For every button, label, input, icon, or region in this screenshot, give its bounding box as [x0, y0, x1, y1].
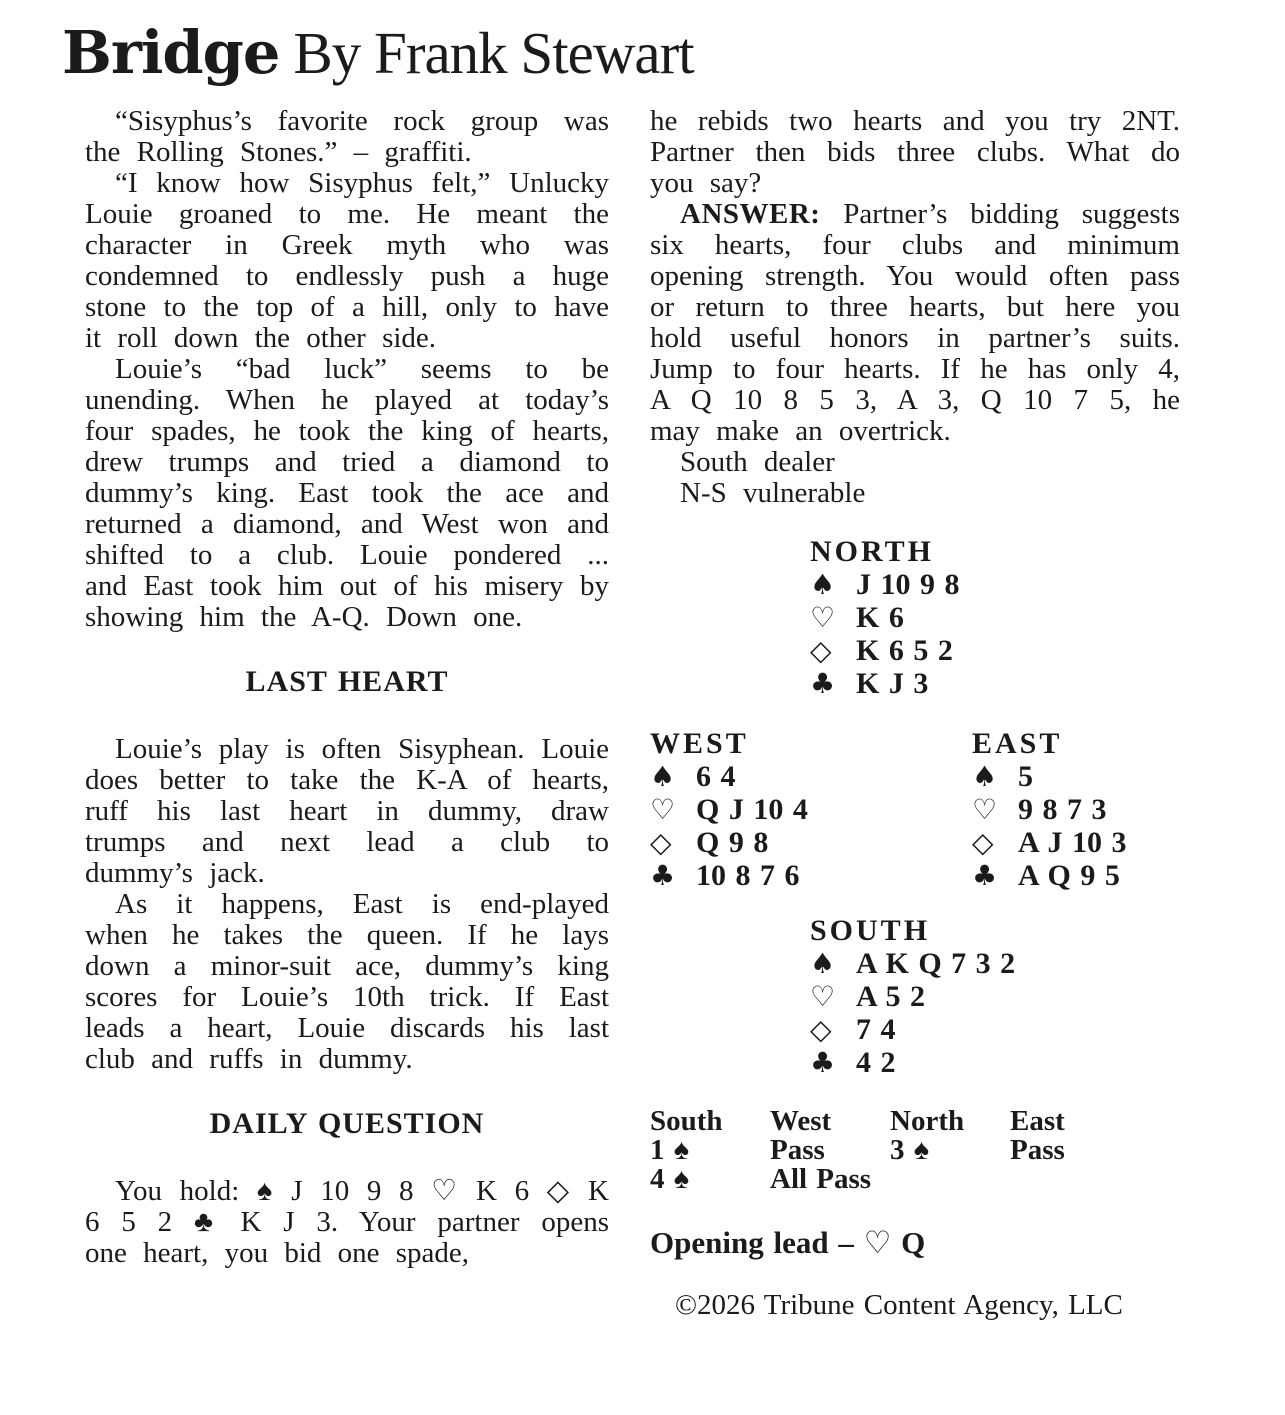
bid-round1-west: Pass — [770, 1134, 825, 1166]
spade-icon: ♠ — [650, 760, 676, 793]
north-diamonds-row — [810, 634, 1180, 667]
masthead — [62, 18, 694, 88]
left-column — [85, 106, 609, 1269]
heart-icon: ♡ — [810, 980, 836, 1013]
hand-north-label: NORTH — [810, 535, 934, 568]
east-hearts-row — [972, 793, 1127, 826]
bidding-header-west: West — [770, 1105, 832, 1137]
north-club-cards: K J 3 — [856, 667, 929, 700]
hand-south-label: SOUTH — [810, 914, 931, 947]
spade-icon: ♠ — [972, 760, 998, 793]
club-icon: ♣ — [650, 859, 676, 892]
hand-west-label: WEST — [650, 727, 749, 760]
west-diamond-cards: Q 9 8 — [696, 826, 769, 859]
column-byline: By Frank Stewart — [293, 20, 694, 86]
bidding-header-south: South — [650, 1105, 723, 1137]
paragraph-graffiti-quote: “Sisyphus’s favorite rock group was the Rolling Stones.” – graffiti. — [85, 105, 609, 168]
club-icon: ♣ — [810, 1046, 836, 1079]
hand-north — [810, 535, 1180, 700]
bidding-header-east: East — [1010, 1105, 1065, 1137]
hand-east — [972, 727, 1127, 892]
paragraph-you-hold: You hold: ♠ J 10 9 8 ♡ K 6 ◇ K 6 5 2 ♣ K J 3. Your partner opens one heart, you bid one spade, — [85, 1175, 609, 1269]
diamond-icon: ◇ — [972, 826, 994, 859]
club-icon: ♣ — [972, 859, 998, 892]
paragraph-louie-intro: “I know how Sisyphus felt,” Unlucky Louie groaned to me. He meant the character in Greek myth who was condemned to endlessly push a huge stone to the top of a hill, only to have it roll down the other side. — [85, 167, 609, 354]
west-east-row — [650, 727, 1180, 892]
bidding-header-north: North — [890, 1105, 965, 1137]
copyright-line: ©2026 Tribune Content Agency, LLC — [675, 1289, 1123, 1321]
bid-round1-south: 1 ♠ — [650, 1134, 690, 1166]
north-hearts-row — [810, 601, 1180, 634]
bid-round1-north: 3 ♠ — [890, 1134, 930, 1166]
south-clubs-row — [810, 1046, 1180, 1079]
south-diamonds-row — [810, 1013, 1180, 1046]
east-diamond-cards: A J 10 3 — [1018, 826, 1127, 859]
bid-round1-east: Pass — [1010, 1134, 1065, 1166]
bid-round2-north — [890, 1165, 1010, 1194]
south-hearts-row — [810, 980, 1180, 1013]
south-heart-cards: A 5 2 — [856, 980, 926, 1013]
spade-icon: ♠ — [810, 947, 836, 980]
diamond-icon: ◇ — [810, 1013, 832, 1046]
club-icon: ♣ — [810, 667, 836, 700]
hand-west — [650, 727, 972, 892]
east-heart-cards: 9 8 7 3 — [1018, 793, 1107, 826]
heart-icon: ♡ — [650, 793, 676, 826]
column-title: Bridge — [62, 18, 280, 87]
bid-round2-west: All Pass — [770, 1163, 872, 1195]
west-spades-row — [650, 760, 972, 793]
west-hearts-row — [650, 793, 972, 826]
south-spades-row — [810, 947, 1180, 980]
answer-label: ANSWER: — [680, 198, 821, 230]
diamond-icon: ◇ — [650, 826, 672, 859]
paragraph-deal-story: Louie’s “bad luck” seems to be unending. When he played at today’s four spades, he took the king of hearts, drew trumps and tried a diamond to dummy’s king. East took the ace and returned a diamond, and West won and shifted to a club. Louie pondered ... and East took him out of his misery by showing him the A-Q. Down one. — [85, 353, 609, 633]
heart-icon: ♡ — [972, 793, 998, 826]
paragraph-endplay: As it happens, East is end-played when he takes the queen. If he lays down a minor-suit ace, dummy’s king scores for Louie’s 10th trick. If East leads a heart, Louie discards his last club and ruffs in dummy. — [85, 888, 609, 1075]
east-diamonds-row — [972, 826, 1127, 859]
south-club-cards: 4 2 — [856, 1046, 896, 1079]
north-diamond-cards: K 6 5 2 — [856, 634, 953, 667]
bid-round2-east — [1010, 1165, 1180, 1194]
south-spade-cards: A K Q 7 3 2 — [856, 947, 1016, 980]
paragraph-question-continued: he rebids two hearts and you try 2NT. Partner then bids three clubs. What do you say? — [650, 105, 1180, 199]
spade-icon: ♠ — [810, 568, 836, 601]
vulnerability-line: N-S vulnerable — [680, 477, 866, 509]
opening-lead — [650, 1226, 1180, 1259]
west-diamonds-row — [650, 826, 972, 859]
right-column — [650, 106, 1180, 1322]
north-spade-cards: J 10 9 8 — [856, 568, 960, 601]
north-clubs-row — [810, 667, 1180, 700]
west-heart-cards: Q J 10 4 — [696, 793, 808, 826]
east-spades-row — [972, 760, 1127, 793]
section-heading-last-heart: LAST HEART — [245, 665, 449, 698]
diamond-icon: ◇ — [810, 634, 832, 667]
hand-east-label: EAST — [972, 727, 1063, 760]
north-heart-cards: K 6 — [856, 601, 904, 634]
deal-diagram — [650, 535, 1180, 1322]
paragraph-answer — [650, 199, 1180, 447]
south-diamond-cards: 7 4 — [856, 1013, 896, 1046]
east-spade-cards: 5 — [1018, 760, 1033, 793]
east-club-cards: A Q 9 5 — [1018, 859, 1120, 892]
opening-lead-text: Opening lead – ♡ Q — [650, 1225, 926, 1260]
east-clubs-row — [972, 859, 1127, 892]
west-club-cards: 10 8 7 6 — [696, 859, 800, 892]
west-clubs-row — [650, 859, 972, 892]
north-spades-row — [810, 568, 1180, 601]
dealer-line: South dealer — [680, 446, 835, 478]
bid-round2-south: 4 ♠ — [650, 1163, 690, 1195]
paragraph-better-play: Louie’s play is often Sisyphean. Louie does better to take the K-A of hearts, ruff his last heart in dummy, draw trumps and next lead a club to dummy’s jack. — [85, 733, 609, 889]
west-spade-cards: 6 4 — [696, 760, 736, 793]
answer-text: Partner’s bidding suggests six hearts, four clubs and minimum opening strength. You would often pass or return to three hearts, but here you hold useful honors in partner’s suits. Jump to four hearts. If he has only 4, A Q 10 8 5 3, A 3, Q 10 7 5, he may make an overtrick. — [650, 198, 1181, 447]
bidding-table — [650, 1107, 1180, 1194]
heart-icon: ♡ — [810, 601, 836, 634]
section-heading-daily-question: DAILY QUESTION — [209, 1107, 485, 1140]
hand-south — [810, 914, 1180, 1079]
